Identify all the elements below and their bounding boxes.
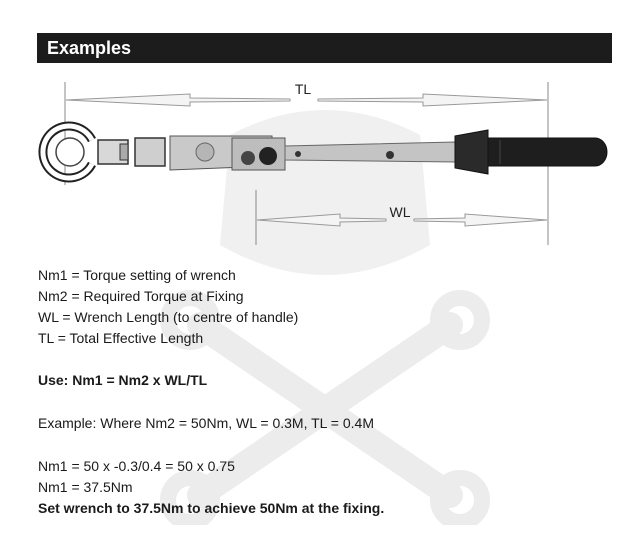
- definition-wl: WL = Wrench Length (to centre of handle): [38, 309, 299, 325]
- wrench-handle: [488, 138, 607, 166]
- adjust-collar: [455, 130, 488, 174]
- wl-label: WL: [389, 204, 411, 220]
- wrench-shaft: [285, 142, 455, 162]
- example-text: Example: Where Nm2 = 50Nm, WL = 0.3M, TL = 0.4M: [38, 415, 374, 431]
- section-header: [37, 33, 612, 63]
- definitions-list: [38, 265, 298, 349]
- definition-tl: TL = Total Effective Length: [38, 330, 204, 346]
- calc-line-2: Nm1 = 37.5Nm: [38, 479, 133, 495]
- ring-head: [43, 126, 92, 178]
- definition-nm2: Nm2 = Required Torque at Fixing: [38, 288, 244, 304]
- calc-line-1: Nm1 = 50 x -0.3/0.4 = 50 x 0.75: [38, 458, 235, 474]
- torque-wrench-diagram: [0, 70, 637, 255]
- definition-nm1: Nm1 = Torque setting of wrench: [38, 267, 236, 283]
- formula: Use: Nm1 = Nm2 x WL/TL: [38, 372, 208, 388]
- section-title: Examples: [47, 38, 132, 58]
- head-adapter: [135, 138, 165, 166]
- conclusion: Set wrench to 37.5Nm to achieve 50Nm at the fixing.: [38, 500, 385, 516]
- tl-label: TL: [294, 81, 312, 97]
- calculation: [38, 456, 384, 519]
